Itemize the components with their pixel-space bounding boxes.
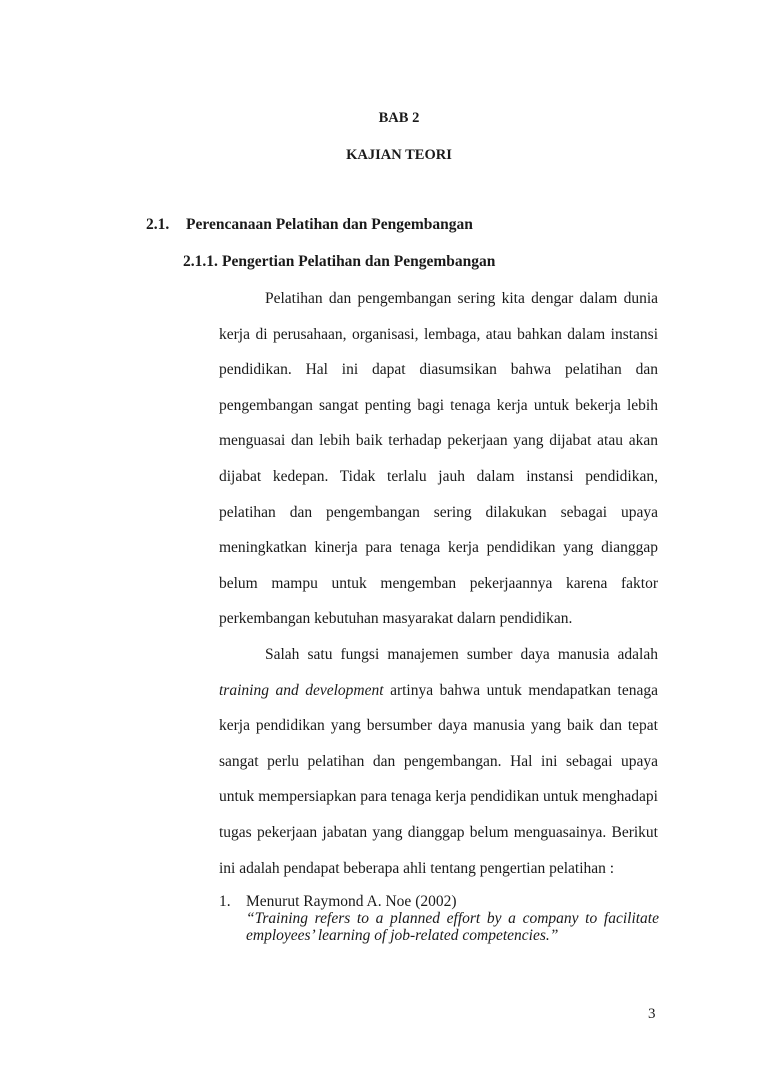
list-number: 1. bbox=[219, 893, 231, 910]
paragraph-1 bbox=[219, 289, 658, 645]
paragraph-line: belum mampu untuk mengemban pekerjaannya karena faktor bbox=[219, 574, 658, 592]
section-title: Perencanaan Pelatihan dan Pengembangan bbox=[186, 216, 473, 233]
paragraph-line: tugas pekerjaan jabatan yang dianggap belum menguasainya. Berikut bbox=[219, 823, 658, 841]
paragraph-line: ini adalah pendapat beberapa ahli tentang pengertian pelatihan : bbox=[219, 859, 615, 877]
paragraph-line: kerja di perusahaan, organisasi, lembaga, atau bahkan dalam instansi bbox=[219, 325, 658, 343]
chapter-title: KAJIAN TEORI bbox=[346, 147, 452, 163]
chapter-label: BAB 2 bbox=[378, 110, 420, 126]
quote-text bbox=[246, 910, 659, 944]
paragraph-line: Salah satu fungsi manajemen sumber daya manusia adalah bbox=[265, 646, 658, 663]
quote-line: “Training refers to a planned effort by a company to facilitate bbox=[246, 910, 659, 927]
section-number: 2.1. bbox=[146, 216, 170, 233]
subsection-title: Pengertian Pelatihan dan Pengembangan bbox=[222, 253, 496, 270]
paragraph-line: untuk mempersiapkan para tenaga kerja pendidikan untuk menghadapi bbox=[219, 788, 658, 806]
quote-item-1 bbox=[219, 893, 659, 944]
paragraph-line: kerja pendidikan yang bersumber daya manusia yang baik dan tepat bbox=[219, 717, 658, 735]
italic-term: training and development bbox=[219, 681, 384, 699]
paragraph-line: dijabat kedepan. Tidak terlalu jauh dalam instansi pendidikan, bbox=[219, 467, 658, 485]
paragraph-line-mixed bbox=[219, 681, 658, 717]
quote-line: employees’ learning of job-related competencies.” bbox=[246, 927, 559, 944]
paragraph-line: perkembangan kebutuhan masyarakat dalarn pendidikan. bbox=[219, 610, 573, 628]
paragraph-line: pengembangan sangat penting bagi tenaga kerja untuk bekerja lebih bbox=[219, 396, 658, 414]
paragraph-line: sangat perlu pelatihan dan pengembangan. Hal ini sebagai upaya bbox=[219, 752, 658, 770]
paragraph-line: pelatihan dan pengembangan sering dilakukan sebagai upaya bbox=[219, 503, 658, 521]
paragraph-line: meningkatkan kinerja para tenaga kerja pendidikan yang dianggap bbox=[219, 539, 658, 557]
paragraph-line: Pelatihan dan pengembangan sering kita dengar dalam dunia bbox=[265, 290, 658, 307]
paragraph-line-rest: artinya bahwa untuk mendapatkan tenaga bbox=[383, 681, 658, 699]
paragraph-line: menguasai dan lebih baik terhadap pekerjaan yang dijabat atau akan bbox=[219, 432, 658, 450]
quote-source: Menurut Raymond A. Noe (2002) bbox=[246, 893, 457, 910]
subsection-number: 2.1.1. bbox=[183, 253, 218, 270]
paragraph-2 bbox=[219, 645, 658, 894]
paragraph-line: pendidikan. Hal ini dapat diasumsikan bahwa pelatihan dan bbox=[219, 361, 658, 379]
page-number: 3 bbox=[648, 1006, 656, 1022]
